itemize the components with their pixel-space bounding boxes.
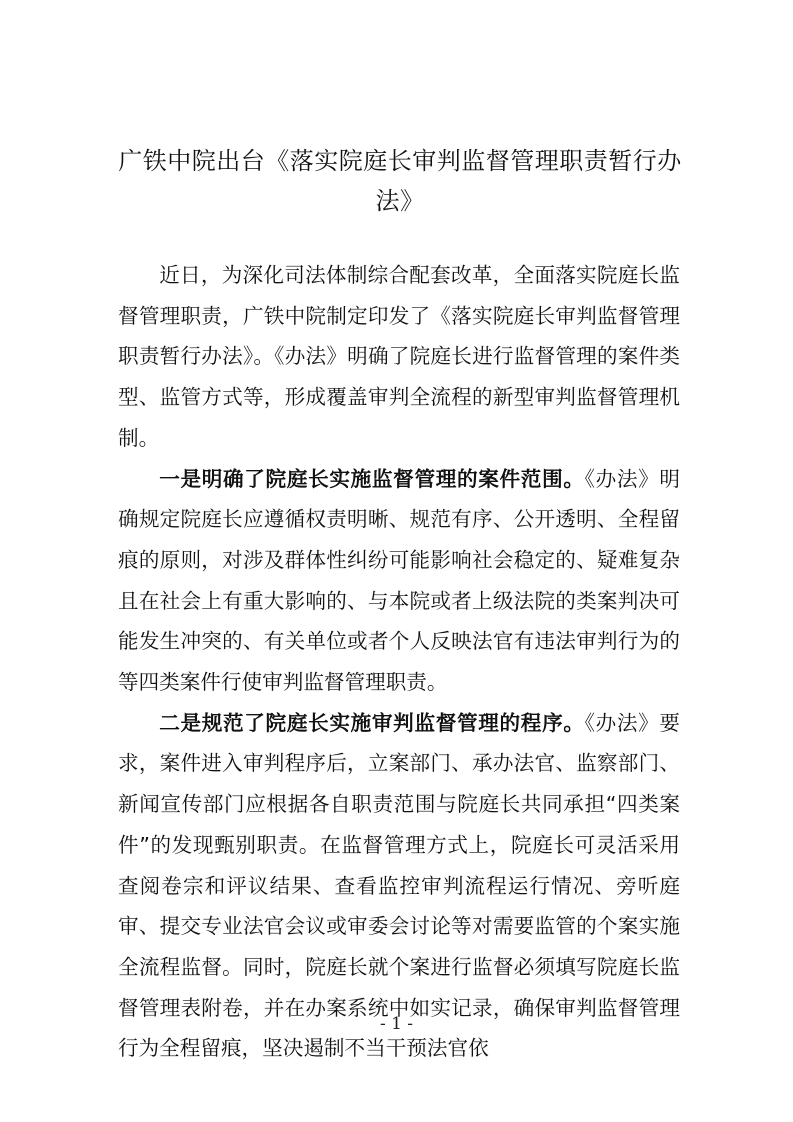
paragraph-text: 《办法》要求，案件进入审判程序后，立案部门、承办法官、监察部门、新闻宣传部门应根据各自职责范围与院庭长共同承担“四类案件”的发现甄别职责。在监督管理方式上，院庭长可灵活采用查阅卷宗和评议结果、查看监控审判流程运行情况、旁听庭审、提交专业法官会议或审委会讨论等对需要监管的个案实施全流程监督。同时，院庭长就个案进行监督必须填写院庭长监督管理表附卷，并在办案系统中如实记录，确保审判监督管理行为全程留痕，坚决遏制不当干预法官依 [118, 710, 681, 1061]
page-number: - 1 - [379, 1014, 414, 1034]
paragraph-point-one [118, 459, 680, 703]
paragraph-lead: 二是规范了院庭长实施审判监督管理的程序。 [159, 710, 585, 735]
paragraph-intro [118, 255, 680, 459]
document-title: 广铁中院出台《落实院庭长审判监督管理职责暂行办法》 [118, 147, 682, 215]
paragraph-lead: 一是明确了院庭长实施监督管理的案件范围。 [159, 466, 585, 491]
document-body [118, 255, 680, 1069]
paragraph-text: 近日，为深化司法体制综合配套改革，全面落实院庭长监督管理职责，广铁中院制定印发了《落实院庭长审判监督管理职责暂行办法》。《办法》明确了院庭长进行监督管理的案件类型、监管方式等，形成覆盖审判全流程的新型审判监督管理机制。 [118, 263, 680, 450]
paragraph-text: 《办法》明确规定院庭长应遵循权责明晰、规范有序、公开透明、全程留痕的原则，对涉及群体性纠纷可能影响社会稳定的、疑难复杂且在社会上有重大影响的、与本院或者上级法院的类案判决可能发生冲突的、有关单位或者个人反映法官有违法审判行为的等四类案件行使审判监督管理职责。 [118, 466, 681, 695]
